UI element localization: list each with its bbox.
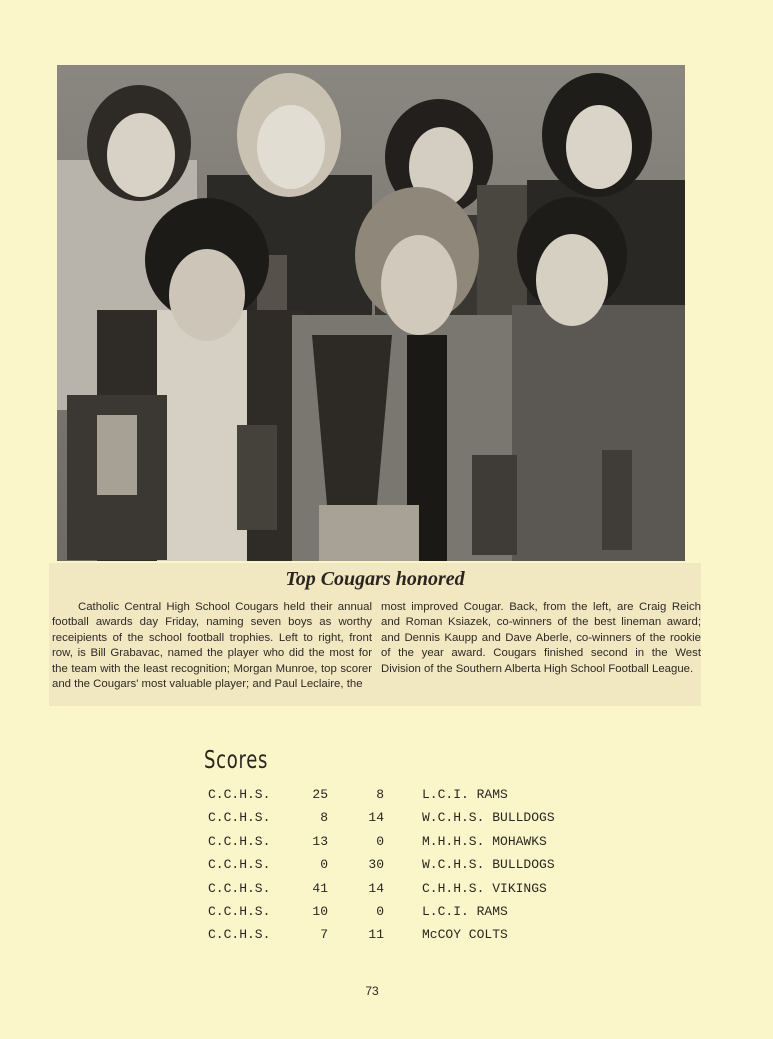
score-for: 13 [312,833,328,849]
score-opponent: L.C.I. RAMS [422,903,508,919]
team-photo [57,65,685,561]
score-opponent: C.H.H.S. VIKINGS [422,880,547,896]
scores-table [208,787,608,951]
score-team: C.C.H.S. [208,903,271,919]
score-against: 14 [368,880,384,896]
team-photo-image [57,65,685,561]
score-team: C.C.H.S. [208,857,271,873]
score-opponent: W.C.H.S. BULLDOGS [422,810,555,826]
score-team: C.C.H.S. [208,810,271,826]
score-against: 0 [376,833,384,849]
score-team: C.C.H.S. [208,880,271,896]
score-team: C.C.H.S. [208,787,271,802]
score-for: 0 [320,857,328,873]
page-number: 73 [365,984,379,998]
score-for: 8 [320,810,328,826]
score-against: 11 [368,927,384,943]
caption-left-column: Catholic Central High School Cougars held their annual football awards day Friday, naming seven boys as worthy receipients of the school football trophies. Left to right, front row, is Bill Grabavac, named the player who did the most for the team with the least recognition; Morgan Munroe, top scorer and the Cougars' most valuable player; and Paul Leclaire, the [52,601,372,691]
score-row [208,810,608,833]
score-for: 41 [312,880,328,896]
newspaper-clipping [49,563,701,706]
score-team: C.C.H.S. [208,927,271,943]
front-row-players [97,187,685,561]
score-opponent: L.C.I. RAMS [422,787,508,802]
caption-right-column: most improved Cougar. Back, from the left, are Craig Reich and Roman Ksiazek, co-winners of the best lineman award; and Dennis Kaupp and Dave Aberle, co-winners of the rookie of the year award. Cougars finished second in the West Division of the Southern Alberta High School Football League. [381,601,701,675]
scores-title: Scores [204,745,269,774]
score-opponent: M.H.H.S. MOHAWKS [422,833,547,849]
score-against: 14 [368,810,384,826]
score-for: 7 [320,927,328,943]
score-row [208,927,608,950]
article-headline: Top Cougars honored [285,568,465,590]
score-row [208,904,608,927]
score-for: 25 [312,787,328,802]
score-for: 10 [312,903,328,919]
score-against: 0 [376,903,384,919]
score-against: 30 [368,857,384,873]
score-team: C.C.H.S. [208,833,271,849]
score-opponent: W.C.H.S. BULLDOGS [422,857,555,873]
score-against: 8 [376,787,384,802]
score-row [208,857,608,880]
score-row [208,881,608,904]
score-opponent: McCOY COLTS [422,927,508,943]
score-row [208,787,608,810]
score-row [208,834,608,857]
